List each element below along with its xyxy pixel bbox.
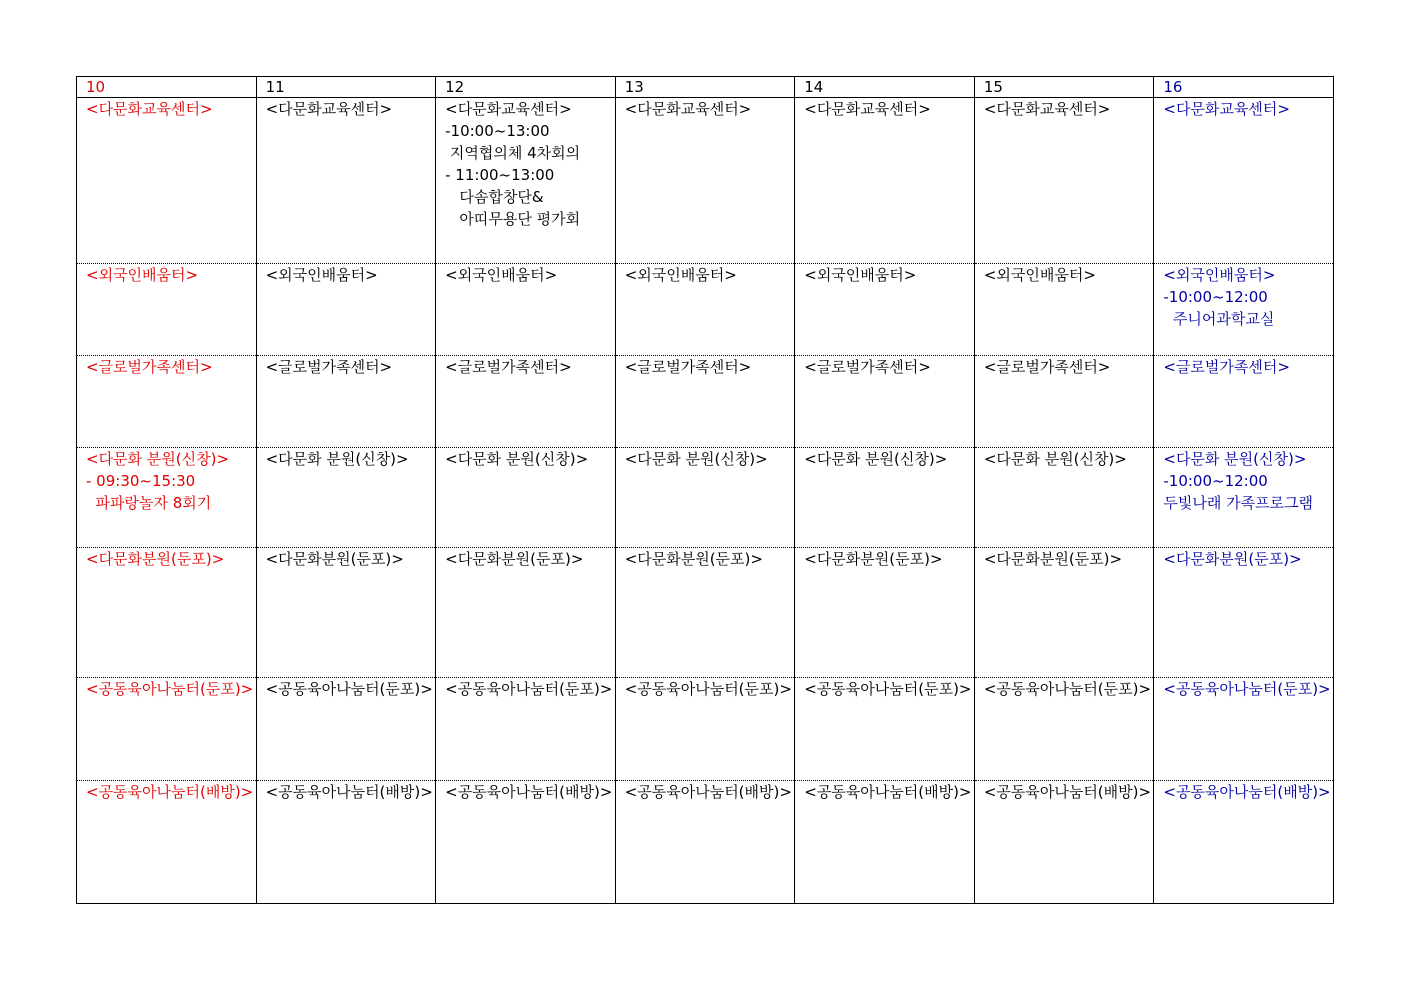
weekly-calendar-table (76, 76, 1334, 904)
program-cell (256, 98, 436, 264)
program-title: <공동육아나눔터(배방)> (983, 783, 1152, 801)
program-title: <다문화 분원(신창)> (445, 450, 589, 468)
program-title: <공동육아나눔터(둔포)> (86, 680, 254, 698)
program-title: <다문화교육센터> (624, 100, 752, 118)
program-cell (615, 98, 795, 264)
program-cell (1154, 98, 1334, 264)
program-detail: 아띠무용단 평가회 (445, 210, 581, 228)
program-cell (77, 356, 257, 448)
program-cell (1154, 264, 1334, 356)
program-title: <다문화 분원(신창)> (1163, 450, 1307, 468)
program-title: <다문화교육센터> (983, 100, 1111, 118)
program-title: <공동육아나눔터(둔포)> (445, 680, 613, 698)
date-cell-wed: 13 (615, 77, 795, 98)
program-detail: -10:00~12:00 (1163, 472, 1268, 490)
program-title: <글로벌가족센터> (1163, 358, 1290, 376)
program-title: <다문화 분원(신창)> (804, 450, 948, 468)
program-cell (615, 548, 795, 678)
program-detail: -10:00~13:00 (445, 122, 550, 140)
program-cell (77, 678, 257, 781)
program-cell (77, 548, 257, 678)
program-title: <다문화 분원(신창)> (624, 450, 768, 468)
program-cell (974, 448, 1154, 548)
program-cell (436, 781, 616, 904)
program-row-foreigner-school (77, 264, 1334, 356)
program-title: <글로벌가족센터> (624, 358, 752, 376)
program-title: <다문화 분원(신창)> (86, 450, 230, 468)
program-title: <외국인배움터> (445, 266, 558, 284)
program-detail: -10:00~12:00 (1163, 288, 1268, 306)
program-cell (256, 548, 436, 678)
date-cell-sat: 16 (1154, 77, 1334, 98)
program-row-childcare-dunpo (77, 678, 1334, 781)
program-cell (436, 448, 616, 548)
program-title: <글로벌가족센터> (445, 358, 572, 376)
program-title: <공동육아나눔터(배방)> (265, 783, 433, 801)
program-cell (256, 781, 436, 904)
program-detail: - 09:30~15:30 (86, 472, 196, 490)
program-cell (795, 356, 975, 448)
program-title: <공동육아나눔터(배방)> (1163, 783, 1331, 801)
program-row-branch-sinchang (77, 448, 1334, 548)
program-title: <다문화교육센터> (86, 100, 213, 118)
date-cell-tue: 12 (436, 77, 616, 98)
program-title: <다문화분원(둔포)> (86, 550, 225, 568)
date-cell-mon: 11 (256, 77, 436, 98)
program-title: <다문화분원(둔포)> (1163, 550, 1302, 568)
program-cell (795, 448, 975, 548)
program-title: <공동육아나눔터(둔포)> (265, 680, 433, 698)
program-title: <글로벌가족센터> (804, 358, 931, 376)
program-cell (615, 448, 795, 548)
program-cell (615, 678, 795, 781)
program-title: <외국인배움터> (624, 266, 737, 284)
program-title: <외국인배움터> (1163, 266, 1276, 284)
date-cell-thu: 14 (795, 77, 975, 98)
program-cell (795, 98, 975, 264)
program-title: <외국인배움터> (265, 266, 378, 284)
program-cell (1154, 548, 1334, 678)
program-title: <공동육아나눔터(둔포)> (624, 680, 792, 698)
program-cell (256, 678, 436, 781)
date-cell-fri: 15 (974, 77, 1154, 98)
program-cell (974, 781, 1154, 904)
program-title: <다문화교육센터> (804, 100, 931, 118)
program-title: <다문화 분원(신창)> (265, 450, 409, 468)
calendar-body (77, 77, 1334, 904)
program-cell (795, 781, 975, 904)
program-title: <다문화교육센터> (445, 100, 572, 118)
program-cell (77, 781, 257, 904)
program-cell (1154, 448, 1334, 548)
program-title: <다문화교육센터> (1163, 100, 1290, 118)
program-row-branch-dunpo (77, 548, 1334, 678)
program-title: <다문화 분원(신창)> (983, 450, 1127, 468)
program-title: <공동육아나눔터(배방)> (86, 783, 254, 801)
program-cell (615, 356, 795, 448)
program-cell (1154, 781, 1334, 904)
program-cell (974, 98, 1154, 264)
program-cell (77, 98, 257, 264)
program-cell (615, 264, 795, 356)
program-detail: - 11:00~13:00 (445, 166, 555, 184)
program-title: <외국인배움터> (983, 266, 1096, 284)
program-cell (1154, 356, 1334, 448)
program-row-global-family (77, 356, 1334, 448)
program-detail: 파파랑놀자 8회기 (86, 494, 212, 512)
program-cell (77, 448, 257, 548)
program-cell (436, 678, 616, 781)
program-title: <공동육아나눔터(배방)> (804, 783, 972, 801)
program-cell (436, 98, 616, 264)
program-cell (256, 448, 436, 548)
program-cell (436, 264, 616, 356)
program-detail: 두빛나래 가족프로그램 (1163, 494, 1314, 512)
date-header-row (77, 77, 1334, 98)
program-title: <다문화분원(둔포)> (445, 550, 584, 568)
program-title: <다문화분원(둔포)> (624, 550, 763, 568)
program-title: <공동육아나눔터(둔포)> (983, 680, 1152, 698)
program-title: <공동육아나눔터(둔포)> (1163, 680, 1331, 698)
program-title: <외국인배움터> (86, 266, 199, 284)
program-cell (436, 356, 616, 448)
program-cell (77, 264, 257, 356)
program-detail: 다솜합창단& (445, 188, 544, 206)
program-title: <다문화분원(둔포)> (804, 550, 943, 568)
program-title: <공동육아나눔터(둔포)> (804, 680, 972, 698)
program-cell (974, 678, 1154, 781)
program-cell (256, 356, 436, 448)
program-cell (615, 781, 795, 904)
program-title: <공동육아나눔터(배방)> (445, 783, 613, 801)
date-cell-sun: 10 (77, 77, 257, 98)
program-title: <외국인배움터> (804, 266, 917, 284)
program-cell (795, 678, 975, 781)
program-cell (436, 548, 616, 678)
program-title: <다문화교육센터> (265, 100, 393, 118)
program-cell (974, 356, 1154, 448)
program-cell (795, 548, 975, 678)
program-row-childcare-baebang (77, 781, 1334, 904)
program-title: <다문화분원(둔포)> (265, 550, 404, 568)
program-cell (1154, 678, 1334, 781)
program-row-edu-center (77, 98, 1334, 264)
program-detail: 지역협의체 4차회의 (445, 144, 581, 162)
program-detail: 주니어과학교실 (1163, 310, 1275, 328)
program-title: <글로벌가족센터> (265, 358, 393, 376)
program-title: <글로벌가족센터> (86, 358, 213, 376)
program-cell (256, 264, 436, 356)
program-title: <글로벌가족센터> (983, 358, 1111, 376)
program-cell (795, 264, 975, 356)
program-cell (974, 548, 1154, 678)
program-title: <다문화분원(둔포)> (983, 550, 1123, 568)
program-title: <공동육아나눔터(배방)> (624, 783, 792, 801)
program-cell (974, 264, 1154, 356)
